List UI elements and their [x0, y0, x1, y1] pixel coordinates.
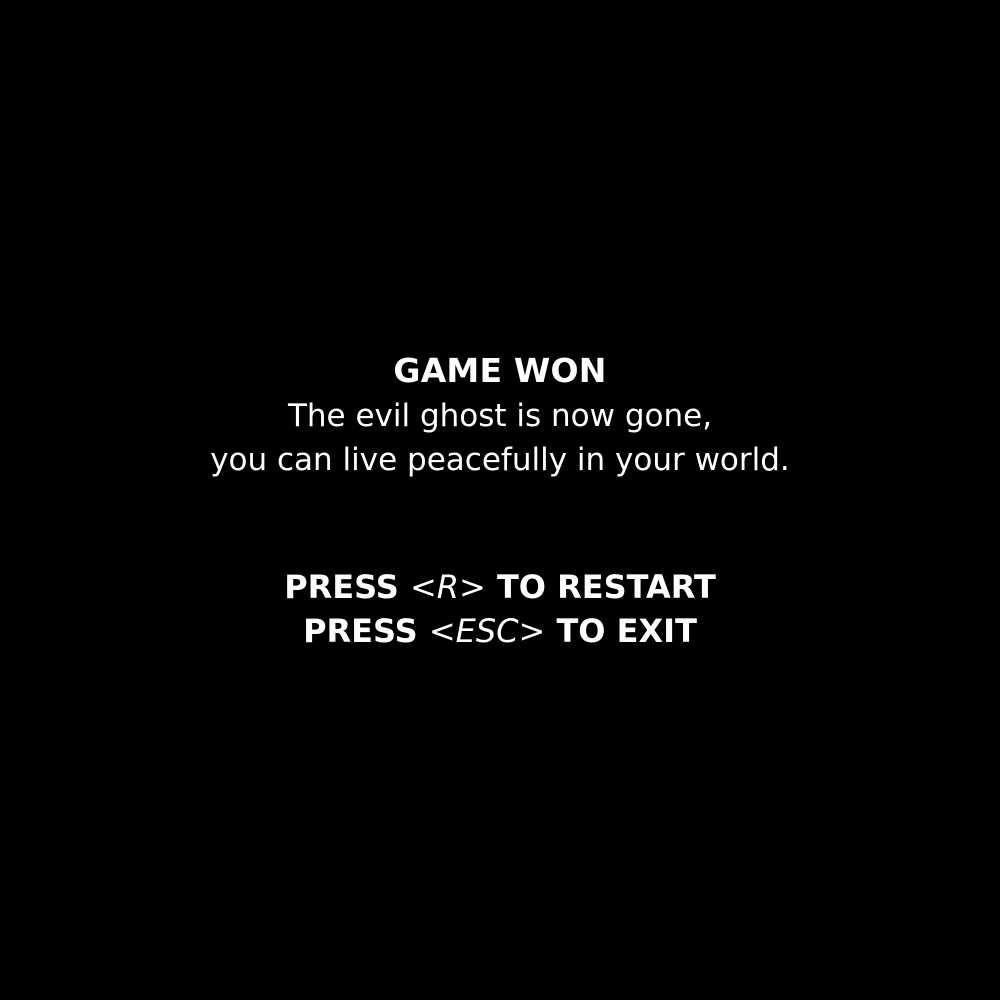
restart-action: TO RESTART	[496, 568, 716, 606]
restart-key: <R>	[409, 568, 486, 606]
message-block	[0, 348, 1000, 482]
controls-block	[0, 565, 1000, 653]
exit-instruction[interactable]	[0, 609, 1000, 653]
message-line-1: The evil ghost is now gone,	[287, 398, 713, 434]
restart-prefix: PRESS	[284, 568, 399, 606]
message-line-2: you can live peacefully in your world.	[210, 442, 790, 478]
restart-instruction[interactable]	[0, 565, 1000, 609]
exit-action: TO EXIT	[556, 612, 697, 650]
game-won-title: GAME WON	[393, 351, 607, 390]
exit-prefix: PRESS	[303, 612, 418, 650]
exit-key: <ESC>	[428, 612, 546, 650]
